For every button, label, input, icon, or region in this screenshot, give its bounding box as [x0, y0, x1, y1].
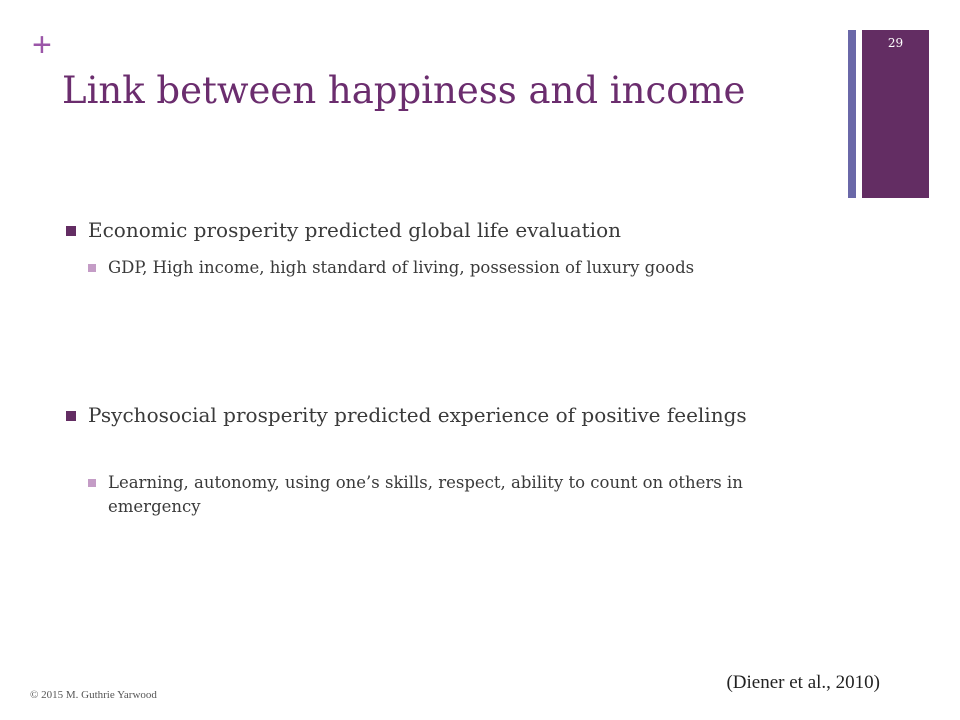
sub-bullet-text: GDP, High income, high standard of living, possession of luxury goods	[108, 258, 695, 277]
square-bullet-icon	[66, 226, 76, 236]
bullet-item	[66, 215, 826, 245]
bullet-text: Psychosocial prosperity predicted experience of positive feelings	[88, 403, 747, 427]
sub-bullet-item	[88, 256, 828, 280]
sidebar-bar	[862, 30, 929, 198]
sidebar-thin-bar	[848, 30, 856, 198]
square-bullet-icon	[88, 264, 96, 272]
square-bullet-icon	[66, 411, 76, 421]
plus-icon: +	[32, 26, 52, 64]
bullet-item	[66, 400, 826, 430]
square-bullet-icon	[88, 479, 96, 487]
bullet-text: Economic prosperity predicted global life evaluation	[88, 218, 621, 242]
page-number: 29	[887, 36, 904, 50]
citation: (Diener et al., 2010)	[726, 672, 880, 693]
sub-bullet-text: Learning, autonomy, using one’s skills, respect, ability to count on others in emergency	[108, 473, 743, 516]
slide-title: Link between happiness and income	[62, 69, 746, 112]
copyright-notice: © 2015 M. Guthrie Yarwood	[30, 689, 157, 701]
sub-bullet-item	[88, 471, 828, 519]
